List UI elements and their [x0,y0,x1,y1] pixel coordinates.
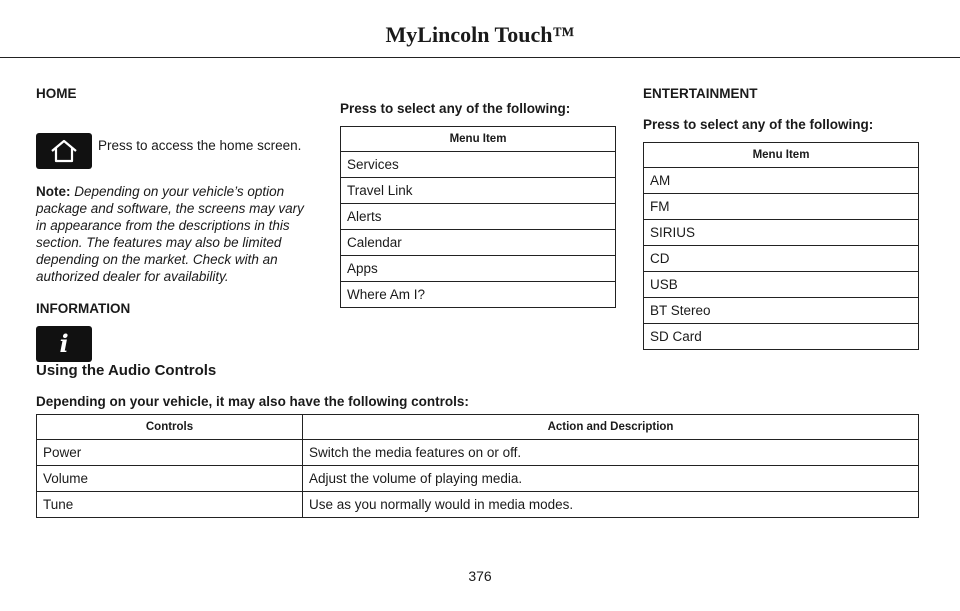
entertainment-lead: Press to select any of the following: [643,117,874,132]
menu-item-apps: Apps [341,256,616,282]
information-heading: INFORMATION [36,301,131,316]
control-description: Adjust the volume of playing media. [303,466,919,492]
control-name: Volume [37,466,303,492]
table-row [37,492,919,518]
availability-note [36,183,316,285]
table-row [644,168,919,194]
page-number: 376 [468,568,492,584]
menu-item-travel-link: Travel Link [341,178,616,204]
table-row [644,246,919,272]
menu-item-services: Services [341,152,616,178]
info-icon-glyph: i [59,329,69,358]
entertainment-section [643,86,919,350]
home-description: Press to access the home screen. [98,138,302,153]
note-text: Depending on your vehicle’s option package and software, the screens may vary in appearance from the descriptions in this section. The features may also be limited depending on the market. Check with an authorized dealer for availability. [36,184,304,284]
home-row [36,111,316,169]
menu-item-bt-stereo: BT Stereo [644,298,919,324]
table-row [644,298,919,324]
menu-item-cd: CD [644,246,919,272]
table-row [341,230,616,256]
menu-item-usb: USB [644,272,919,298]
table-row [341,256,616,282]
control-description: Switch the media features on or off. [303,440,919,466]
audio-controls-lead: Depending on your vehicle, it may also have the following controls: [36,394,469,409]
control-name: Power [37,440,303,466]
info-icon [36,326,92,362]
table-row [644,324,919,350]
menu-item-where-am-i: Where Am I? [341,282,616,308]
menu-item-sirius: SIRIUS [644,220,919,246]
table-row [644,194,919,220]
table-row [341,152,616,178]
note-label: Note: [36,184,71,199]
control-name: Tune [37,492,303,518]
information-section [340,101,616,308]
table-row [37,466,919,492]
entertainment-table-header: Menu Item [644,143,919,168]
information-lead: Press to select any of the following: [340,101,571,116]
home-icon [36,133,92,169]
action-column-header: Action and Description [303,415,919,440]
entertainment-menu-table [643,142,919,350]
table-row [341,204,616,230]
audio-controls-heading: Using the Audio Controls [36,362,217,379]
entertainment-heading: ENTERTAINMENT [643,86,758,101]
table-row [644,220,919,246]
table-row [341,282,616,308]
menu-item-calendar: Calendar [341,230,616,256]
menu-item-fm: FM [644,194,919,220]
audio-controls-table [36,414,919,518]
title-divider [0,57,960,58]
control-description: Use as you normally would in media modes. [303,492,919,518]
information-table-header: Menu Item [341,127,616,152]
menu-item-sd-card: SD Card [644,324,919,350]
menu-item-am: AM [644,168,919,194]
page-title: MyLincoln Touch™ [385,22,575,47]
table-row [644,272,919,298]
table-row [341,178,616,204]
home-section [36,86,316,362]
controls-column-header: Controls [37,415,303,440]
home-heading: HOME [36,86,77,101]
table-row [37,440,919,466]
information-menu-table [340,126,616,308]
menu-item-alerts: Alerts [341,204,616,230]
